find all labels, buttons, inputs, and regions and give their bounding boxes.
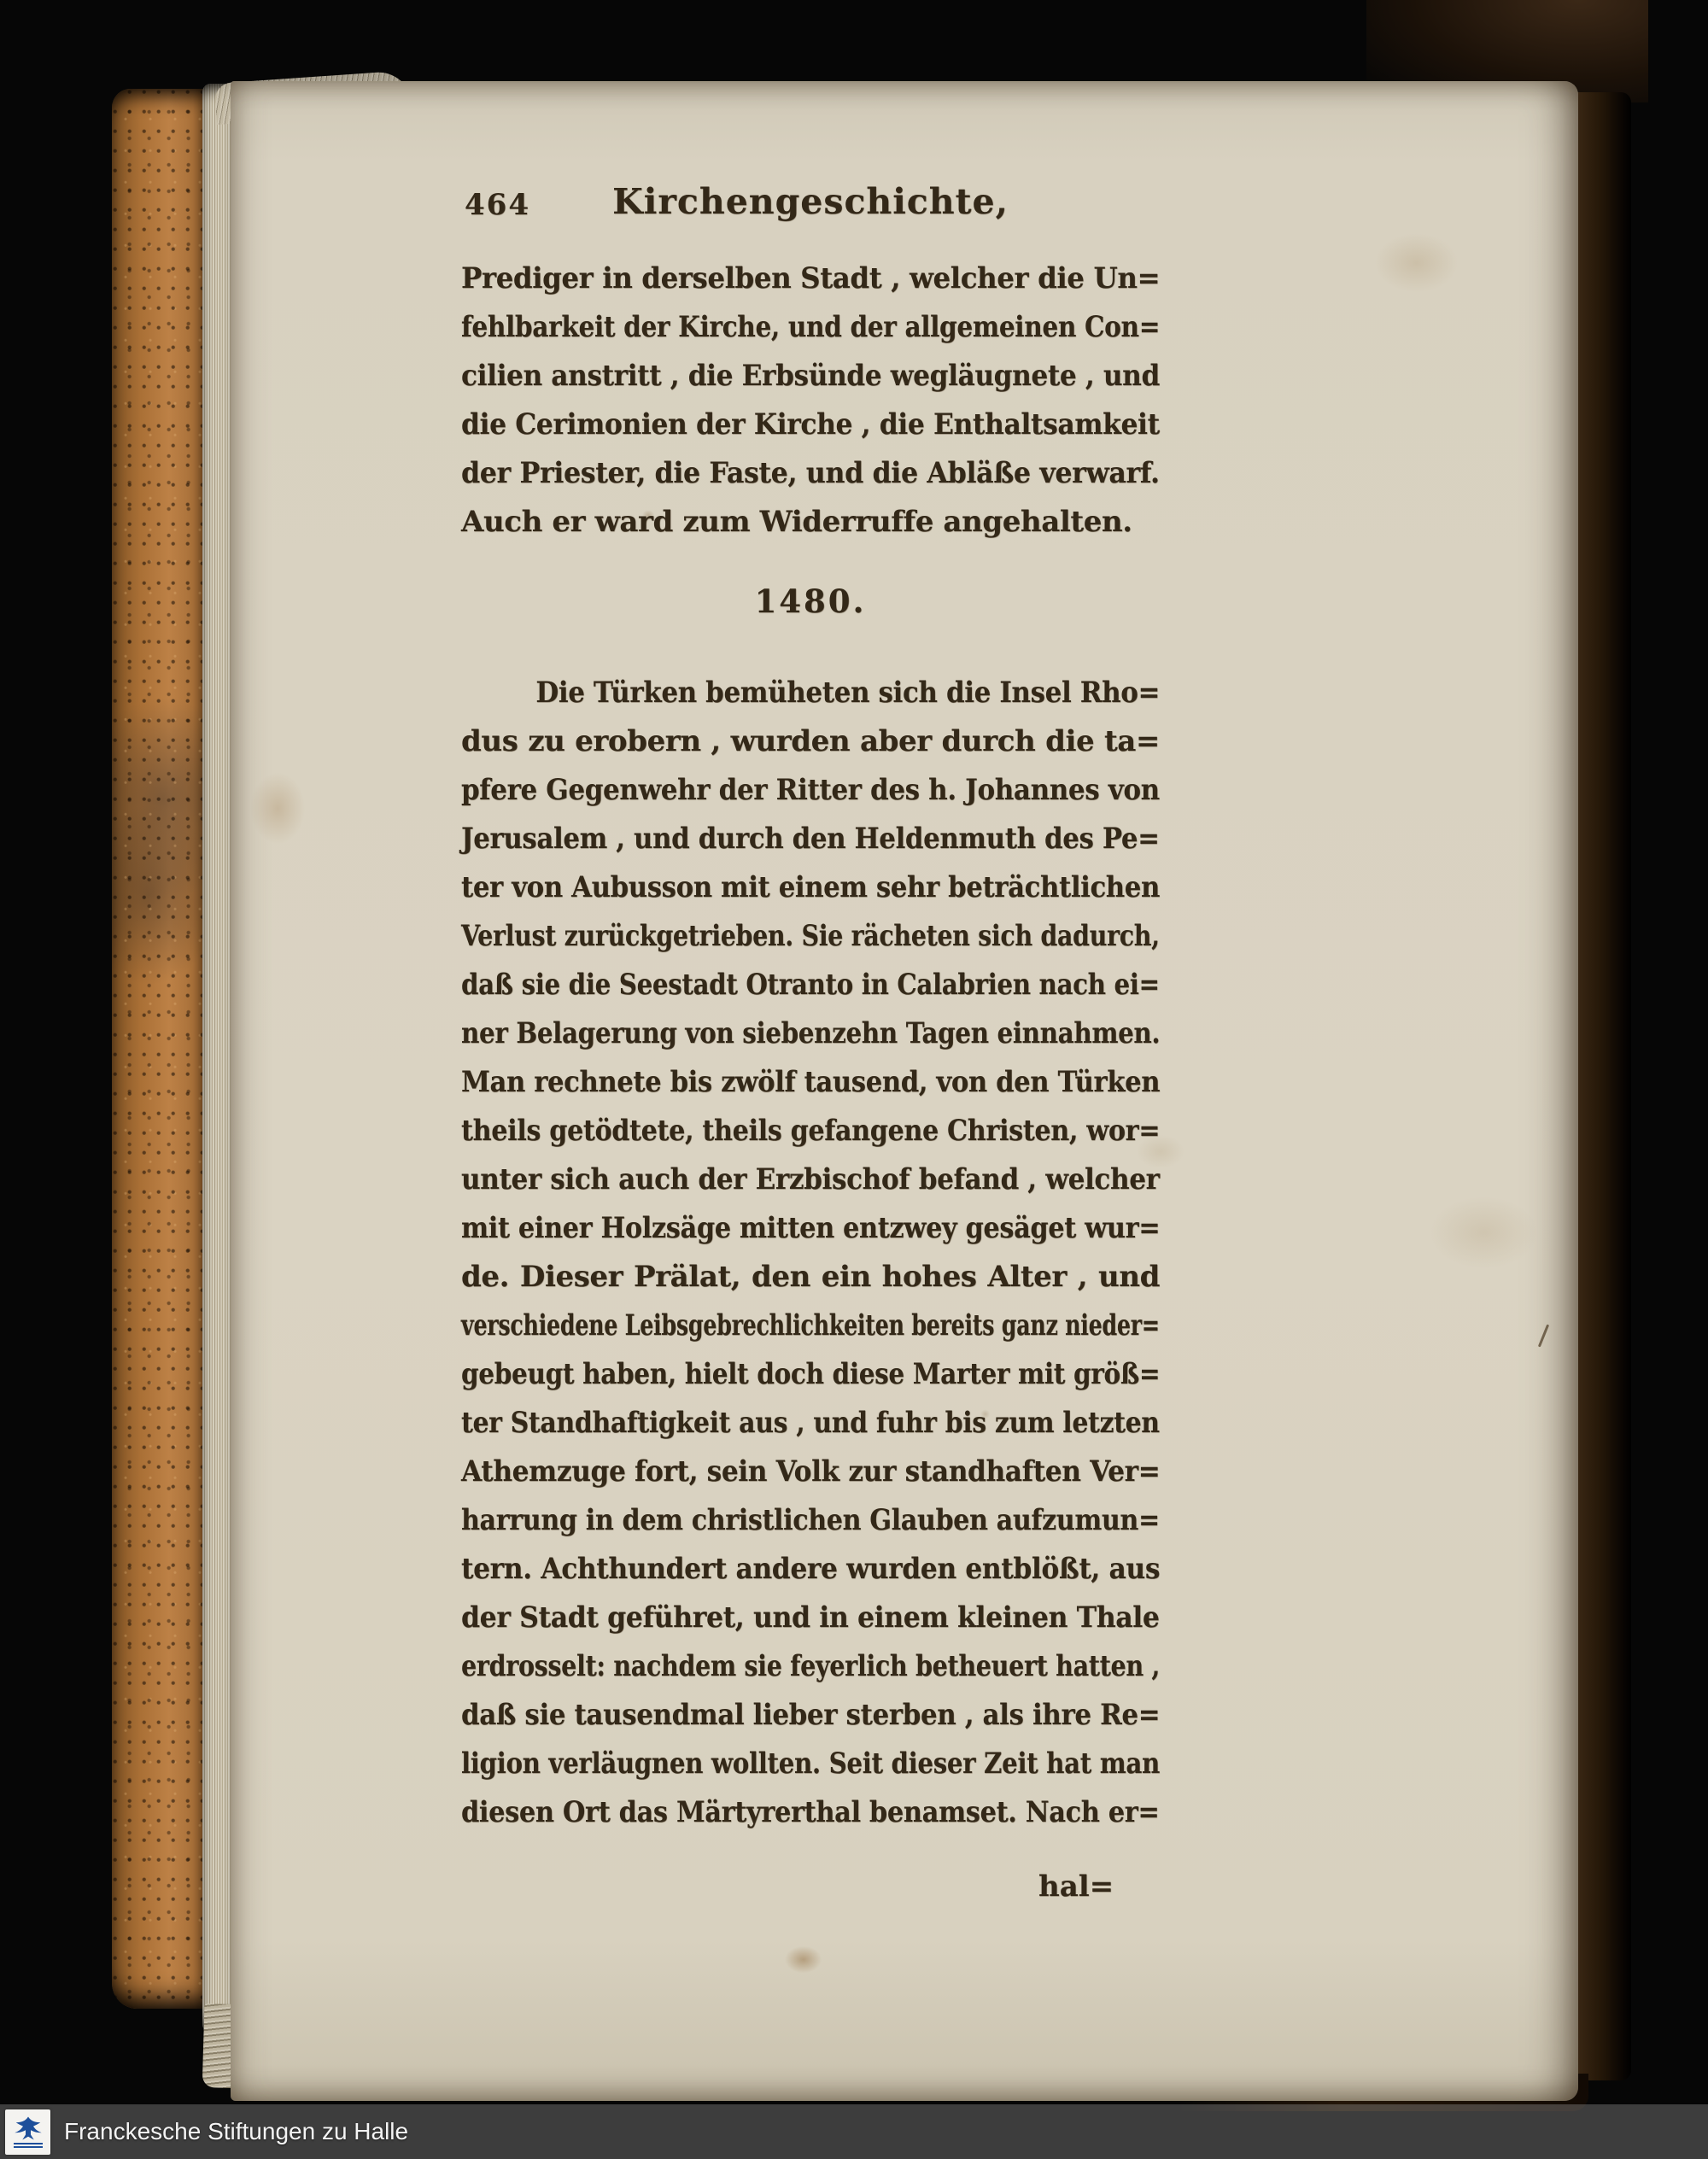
text-line: gebeugt haben, hielt doch diese Marter mit größ=	[461, 1357, 1161, 1391]
book-page	[231, 81, 1578, 2101]
paragraph-1	[461, 255, 1160, 547]
text-line: erdrosselt: nachdem sie feyerlich betheuert hatten ,	[461, 1649, 1161, 1683]
text-line: mit einer Holzsäge mitten entzwey gesäget wur=	[461, 1211, 1161, 1245]
text-line: ner Belagerung von siebenzehn Tagen einnahmen.	[461, 1016, 1161, 1050]
text-line: Athemzuge fort, sein Volk zur standhaften Ver=	[461, 1454, 1161, 1489]
text-line: unter sich auch der Erzbischof befand , welcher	[461, 1162, 1160, 1197]
right-page-edges	[1576, 92, 1631, 2080]
text-line: ter von Aubusson mit einem sehr beträchtlichen	[461, 870, 1160, 904]
page-header	[461, 179, 1160, 231]
catchword: hal=	[1038, 1869, 1114, 1904]
text-line: der Stadt geführet, und in einem kleinen Thale	[461, 1600, 1160, 1635]
text-line: pfere Gegenwehr der Ritter des h. Johannes von	[461, 773, 1160, 807]
text-column	[461, 179, 1160, 1911]
text-line: ligion verläugnen wollten. Seit dieser Zeit hat man	[461, 1747, 1160, 1781]
text-line: diesen Ort das Märtyrerthal benamset. Nach er=	[461, 1795, 1160, 1829]
text-line: Verlust zurückgetrieben. Sie rächeten sich dadurch,	[461, 919, 1160, 953]
book-fore-edge	[112, 89, 204, 2009]
pen-mark	[1538, 1324, 1549, 1347]
text-line: tern. Achthundert andere wurden entblößt, aus	[461, 1552, 1161, 1586]
text-line: verschiedene Leibsgebrechlichkeiten bereits ganz nieder=	[461, 1308, 1160, 1343]
text-line: fehlbarkeit der Kirche, und der allgemeinen Con=	[461, 310, 1161, 344]
text-line: cilien anstritt , die Erbsünde wegläugnete , und	[461, 359, 1160, 393]
running-header: Kirchengeschichte,	[612, 181, 1009, 222]
year-heading: 1480.	[754, 582, 867, 620]
text-line: Man rechnete bis zwölf tausend, von den Türken	[461, 1065, 1161, 1099]
text-line: de. Dieser Prälat, den ein hohes Alter , und	[461, 1260, 1160, 1294]
text-line: harrung in dem christlichen Glauben aufzumun=	[461, 1503, 1160, 1537]
text-line: daß sie die Seestadt Otranto in Calabrien nach ei=	[461, 968, 1160, 1002]
text-line: daß sie tausendmal lieber sterben , als ihre Re=	[461, 1698, 1161, 1732]
logo-caption-lines	[14, 2143, 43, 2149]
watermark-bar	[0, 2104, 1708, 2159]
text-line: theils getödtete, theils gefangene Christen, wor=	[461, 1114, 1161, 1148]
text-line: Prediger in derselben Stadt , welcher die Un=	[461, 261, 1161, 295]
page-number: 464	[465, 188, 530, 222]
text-line: Jerusalem , und durch den Heldenmuth des Pe=	[461, 822, 1160, 856]
text-line: Die Türken bemüheten sich die Insel Rho=	[535, 676, 1161, 710]
text-line: die Cerimonien der Kirche , die Enthaltsamkeit	[461, 407, 1160, 442]
watermark-label: Franckesche Stiftungen zu Halle	[64, 2118, 409, 2144]
text-line: dus zu erobern , wurden aber durch die ta=	[461, 724, 1160, 758]
eagle-icon	[13, 2115, 44, 2141]
text-line: ter Standhaftigkeit aus , und fuhr bis zum letzten	[461, 1406, 1160, 1440]
franckesche-stiftungen-logo-icon	[5, 2109, 50, 2155]
text-line: Auch er ward zum Widerruffe angehalten.	[461, 505, 1132, 539]
paragraph-2	[461, 669, 1160, 1837]
text-line: der Priester, die Faste, und die Abläße verwarf.	[461, 456, 1160, 490]
